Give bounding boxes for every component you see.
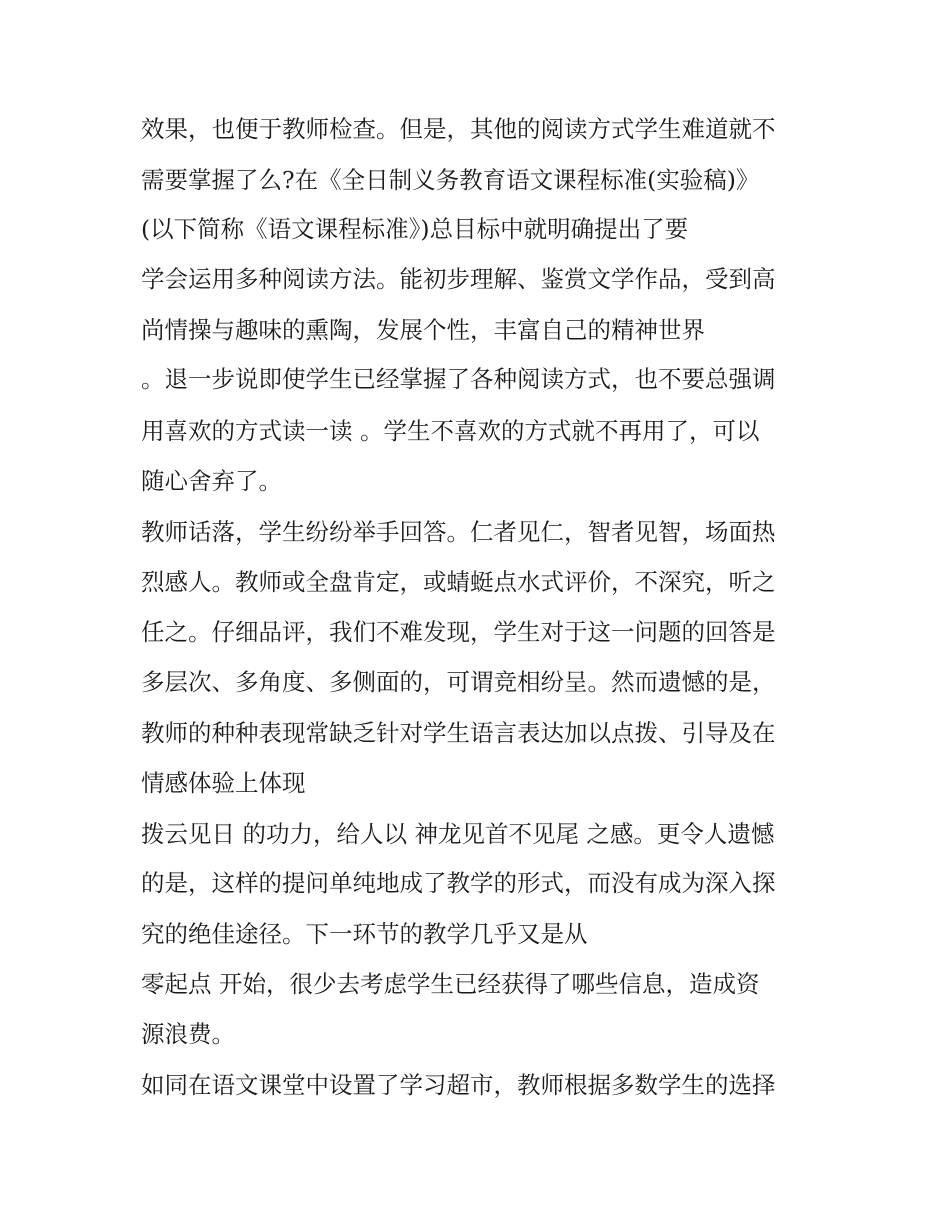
text-line: 烈感人。教师或全盘肯定，或蜻蜓点水式评价，不深究，听之	[141, 568, 776, 596]
text-line: 任之。仔细品评，我们不难发现，学生对于这一问题的回答是	[141, 618, 776, 646]
text-line: 尚情操与趣味的熏陶，发展个性，丰富自己的精神世界	[141, 316, 705, 344]
text-line: 零起点 开始，很少去考虑学生已经获得了哪些信息，造成资	[141, 970, 760, 998]
text-line: (以下简称《语文课程标准》)总目标中就明确提出了要	[141, 215, 689, 243]
text-line: 拨云见日 的功力，给人以 神龙见首不见尾 之感。更令人遗憾	[141, 820, 775, 848]
text-line: 效果，也便于教师检查。但是，其他的阅读方式学生难道就不	[141, 115, 776, 143]
text-line: 多层次、多角度、多侧面的，可谓竞相纷呈。然而遗憾的是，	[141, 668, 776, 696]
text-line: 需要掌握了么?在《全日制义务教育语文课程标准(实验稿)》	[141, 166, 760, 194]
text-line: 情感体验上体现	[141, 769, 306, 797]
text-line: 如同在语文课堂中设置了学习超市，教师根据多数学生的选择	[141, 1071, 776, 1099]
text-line: 。退一步说即使学生已经掌握了各种阅读方式，也不要总强调	[141, 365, 776, 393]
text-line: 的是，这样的提问单纯地成了教学的形式，而没有成为深入探	[141, 869, 776, 897]
text-line: 用喜欢的方式读一读 。学生不喜欢的方式就不再用了，可以	[141, 417, 760, 445]
text-line: 随心舍弃了。	[141, 467, 282, 495]
text-line: 究的绝佳途径。下一环节的教学几乎又是从	[141, 920, 588, 948]
text-line: 教师的种种表现常缺乏针对学生语言表达加以点拨、引导及在	[141, 719, 776, 747]
text-line: 教师话落，学生纷纷举手回答。仁者见仁，智者见智，场面热	[141, 518, 776, 546]
text-line: 学会运用多种阅读方法。能初步理解、鉴赏文学作品，受到高	[141, 265, 776, 293]
text-line: 源浪费。	[141, 1020, 235, 1048]
